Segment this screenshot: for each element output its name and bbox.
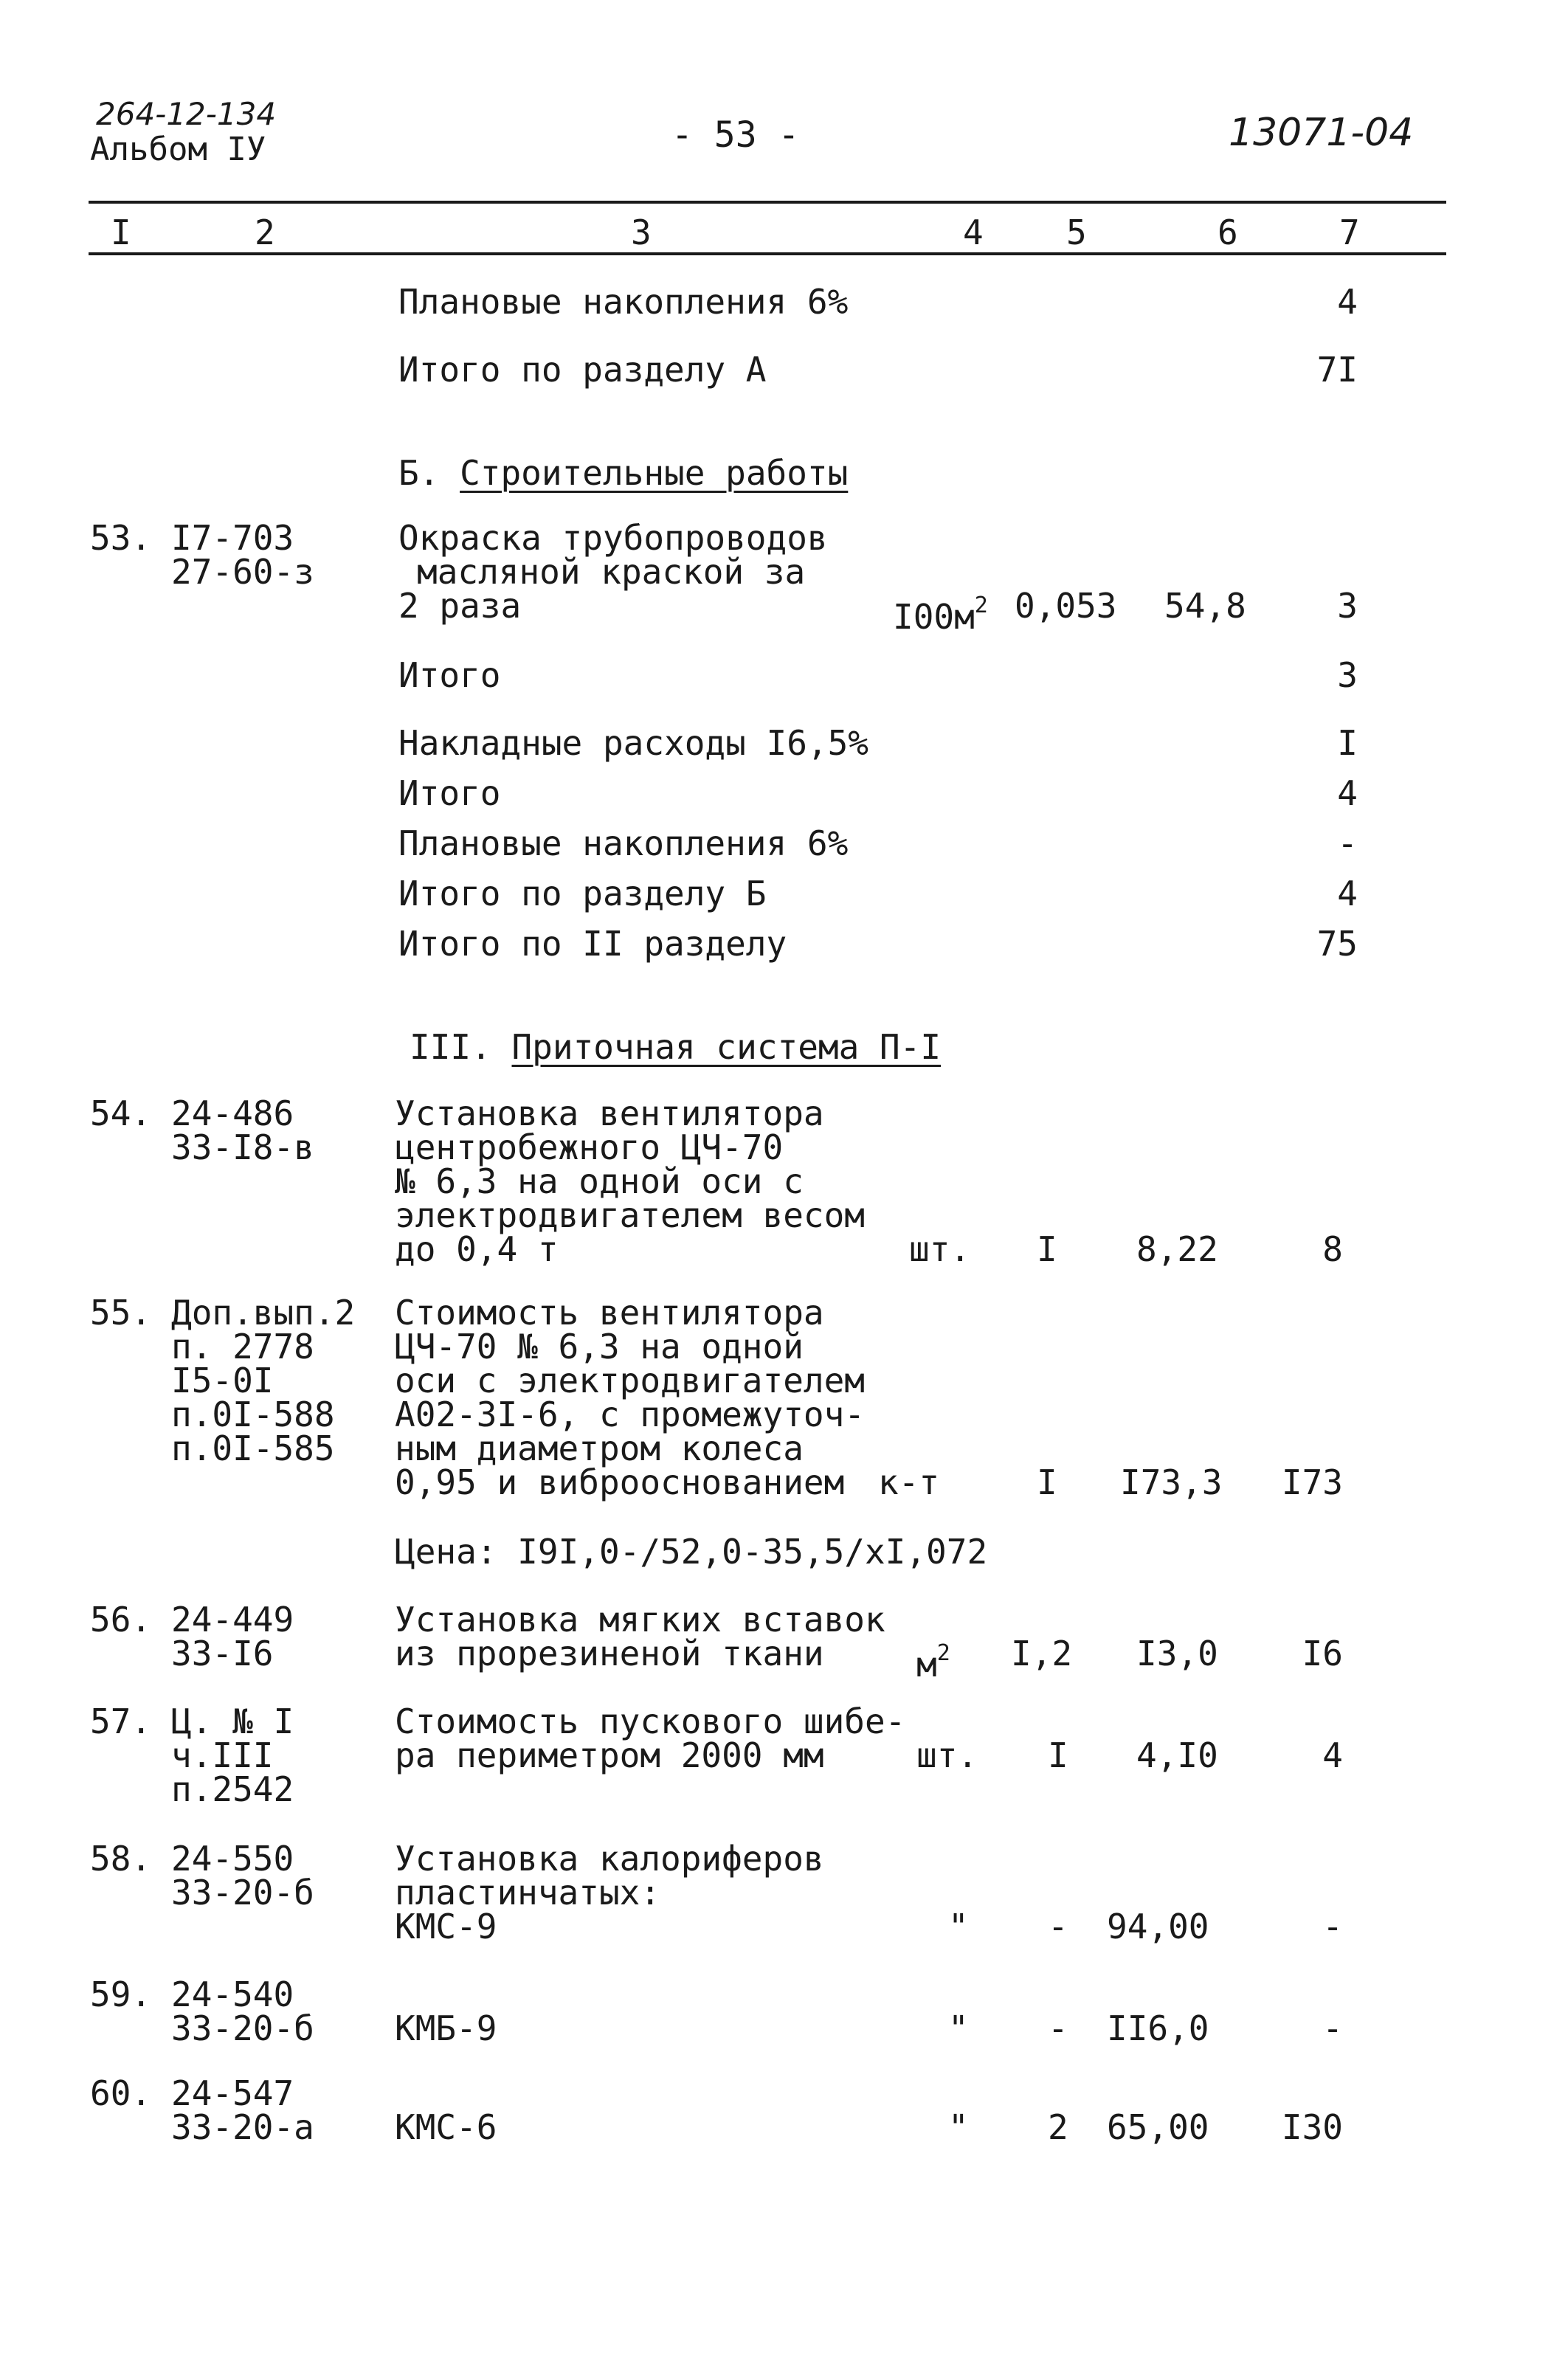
item-no: 54. bbox=[90, 1093, 152, 1133]
section-heading bbox=[398, 453, 849, 493]
item-qty: I,2 bbox=[1011, 1634, 1073, 1673]
item-qty: 2 bbox=[1048, 2107, 1068, 2147]
item-price: II6,0 bbox=[1107, 2008, 1209, 2048]
item-code: Доп.вып.2 bbox=[171, 1293, 356, 1333]
item-desc-line: КМС-6 bbox=[395, 2107, 497, 2147]
item-code: I5-0I bbox=[171, 1361, 274, 1400]
item-code: 24-550 bbox=[171, 1839, 294, 1879]
col-header-3: 3 bbox=[631, 213, 652, 252]
unit-base: I00м bbox=[893, 597, 975, 637]
summary-total: I bbox=[1337, 723, 1358, 763]
item-unit: " bbox=[948, 2107, 969, 2147]
item-desc-line: Установка мягких вставок bbox=[395, 1600, 885, 1640]
page-number: - 53 - bbox=[671, 114, 800, 156]
item-desc-line: Установка калориферов bbox=[395, 1839, 824, 1879]
item-desc-line: до 0,4 т bbox=[395, 1229, 559, 1269]
item-code: п.2542 bbox=[171, 1769, 294, 1809]
item-code: 33-20-а bbox=[171, 2107, 314, 2147]
item-qty: I bbox=[1048, 1735, 1068, 1775]
col-header-5: 5 bbox=[1066, 213, 1087, 252]
summary-label: Накладные расходы I6,5% bbox=[398, 723, 868, 763]
summary-total: 4 bbox=[1337, 282, 1358, 322]
col-header-4: 4 bbox=[963, 213, 984, 252]
summary-label: Итого bbox=[398, 655, 501, 695]
item-desc-line: КМБ-9 bbox=[395, 2008, 497, 2048]
unit-sup: 2 bbox=[936, 1640, 950, 1666]
item-price: 65,00 bbox=[1107, 2107, 1209, 2147]
summary-total: 4 bbox=[1337, 773, 1358, 813]
summary-total: - bbox=[1337, 823, 1358, 863]
item-code: 24-486 bbox=[171, 1093, 294, 1133]
summary-label: Плановые накопления 6% bbox=[398, 282, 849, 322]
item-code: 33-I8-в bbox=[171, 1127, 314, 1167]
handwritten-ref: 13071-04 bbox=[1229, 111, 1414, 155]
section-heading bbox=[410, 1027, 942, 1067]
section-prefix: Б. bbox=[398, 453, 440, 493]
item-code: 33-20-б bbox=[171, 2008, 314, 2048]
item-qty: I bbox=[1037, 1462, 1057, 1502]
item-no: 53. bbox=[90, 518, 152, 558]
item-price: 94,00 bbox=[1107, 1907, 1209, 1946]
item-desc-line: Стоимость вентилятора bbox=[395, 1293, 824, 1333]
item-code: п. 2778 bbox=[171, 1327, 314, 1366]
item-code: ч.III bbox=[171, 1735, 274, 1775]
summary-total: 7I bbox=[1316, 350, 1358, 390]
item-code: 24-449 bbox=[171, 1600, 294, 1640]
item-desc-line: из прорезиненой ткани bbox=[395, 1634, 824, 1673]
item-code: Ц. № I bbox=[171, 1701, 294, 1741]
item-qty: - bbox=[1048, 2008, 1068, 2048]
item-total: 8 bbox=[1322, 1229, 1343, 1269]
unit-base: м bbox=[916, 1645, 937, 1685]
item-no: 55. bbox=[90, 1293, 152, 1333]
item-unit: " bbox=[948, 2008, 969, 2048]
item-code: п.0I-588 bbox=[171, 1395, 335, 1434]
section-title: Строительные работы bbox=[460, 453, 849, 493]
item-unit bbox=[916, 1637, 950, 1685]
col-header-6: 6 bbox=[1218, 213, 1238, 252]
summary-label: Итого по II разделу bbox=[398, 924, 787, 964]
summary-label: Плановые накопления 6% bbox=[398, 823, 849, 863]
item-code: 33-I6 bbox=[171, 1634, 274, 1673]
item-total: I6 bbox=[1302, 1634, 1343, 1673]
item-desc-line: оси с электродвигателем bbox=[395, 1361, 865, 1400]
summary-label: Итого по разделу А bbox=[398, 350, 767, 390]
item-unit: шт. bbox=[909, 1229, 971, 1269]
item-qty: I bbox=[1037, 1229, 1057, 1269]
item-desc-line: Окраска трубопроводов bbox=[398, 518, 828, 558]
item-total: 4 bbox=[1322, 1735, 1343, 1775]
item-desc-line: 0,95 и виброоснованием bbox=[395, 1462, 845, 1502]
item-code: I7-703 bbox=[171, 518, 294, 558]
item-code: 24-540 bbox=[171, 1974, 294, 2014]
item-desc-line: масляной краской за bbox=[417, 552, 806, 592]
item-no: 60. bbox=[90, 2073, 152, 2113]
item-price: I3,0 bbox=[1136, 1634, 1218, 1673]
item-code: п.0I-585 bbox=[171, 1428, 335, 1468]
item-no: 59. bbox=[90, 1974, 152, 2014]
item-total: - bbox=[1322, 2008, 1343, 2048]
item-price: 4,I0 bbox=[1136, 1735, 1218, 1775]
item-no: 57. bbox=[90, 1701, 152, 1741]
item-desc-line: центробежного ЦЧ-70 bbox=[395, 1127, 784, 1167]
header-rule-bottom bbox=[89, 252, 1446, 255]
item-desc-line: Стоимость пускового шибе- bbox=[395, 1701, 906, 1741]
item-desc-line: 2 раза bbox=[398, 586, 522, 626]
album-label: Альбом IУ bbox=[90, 131, 266, 168]
unit-sup: 2 bbox=[974, 592, 988, 618]
item-price: I73,3 bbox=[1120, 1462, 1223, 1502]
price-note: Цена: I9I,0-/52,0-35,5/хI,072 bbox=[395, 1532, 988, 1572]
summary-total: 75 bbox=[1316, 924, 1358, 964]
item-desc-line: КМС-9 bbox=[395, 1907, 497, 1946]
item-qty: - bbox=[1048, 1907, 1068, 1946]
item-unit: шт. bbox=[916, 1735, 978, 1775]
item-desc-line: № 6,3 на одной оси с bbox=[395, 1161, 804, 1201]
item-unit bbox=[893, 589, 988, 637]
section-prefix: III. bbox=[410, 1027, 491, 1067]
item-total: - bbox=[1322, 1907, 1343, 1946]
item-code: 24-547 bbox=[171, 2073, 294, 2113]
summary-label: Итого bbox=[398, 773, 501, 813]
item-desc-line: электродвигателем весом bbox=[395, 1195, 865, 1235]
item-desc-line: ра периметром 2000 мм bbox=[395, 1735, 824, 1775]
item-desc-line: Установка вентилятора bbox=[395, 1093, 824, 1133]
item-price: 54,8 bbox=[1164, 586, 1246, 626]
summary-total: 4 bbox=[1337, 874, 1358, 913]
item-total: I30 bbox=[1281, 2107, 1343, 2147]
item-price: 8,22 bbox=[1136, 1229, 1218, 1269]
item-no: 56. bbox=[90, 1600, 152, 1640]
summary-label: Итого по разделу Б bbox=[398, 874, 767, 913]
col-header-2: 2 bbox=[255, 213, 275, 252]
item-total: I73 bbox=[1281, 1462, 1343, 1502]
doc-code: 264-12-134 bbox=[96, 96, 277, 132]
item-desc-line: ЦЧ-70 № 6,3 на одной bbox=[395, 1327, 804, 1366]
item-unit: " bbox=[948, 1907, 969, 1946]
summary-total: 3 bbox=[1337, 655, 1358, 695]
item-code: 33-20-б bbox=[171, 1873, 314, 1913]
item-desc-line: пластинчатых: bbox=[395, 1873, 661, 1913]
col-header-7: 7 bbox=[1339, 213, 1360, 252]
item-total: 3 bbox=[1337, 586, 1358, 626]
item-no: 58. bbox=[90, 1839, 152, 1879]
col-header-1: I bbox=[111, 213, 131, 252]
item-code: 27-60-з bbox=[171, 552, 314, 592]
item-qty: 0,053 bbox=[1015, 586, 1117, 626]
section-title: Приточная система П-I bbox=[511, 1027, 942, 1067]
item-desc-line: А02-3I-6, с промежуточ- bbox=[395, 1395, 865, 1434]
item-desc-line: ным диаметром колеса bbox=[395, 1428, 804, 1468]
item-unit: к-т bbox=[878, 1462, 940, 1502]
header-rule-top bbox=[89, 201, 1446, 204]
